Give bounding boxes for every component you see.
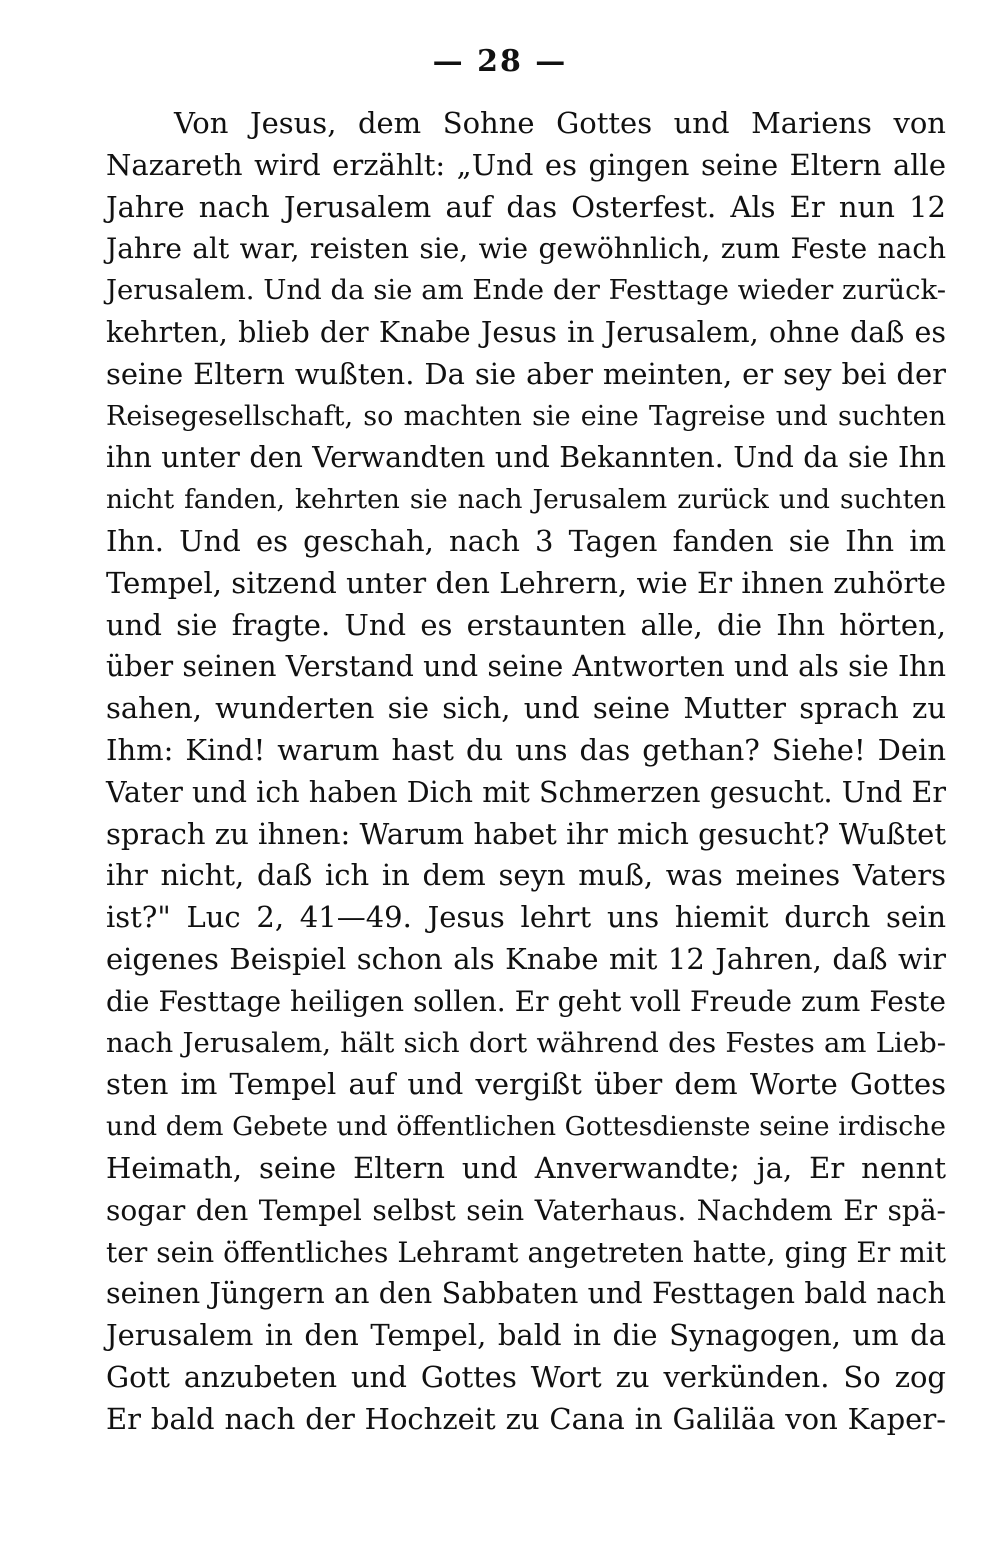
text-line: Er bald nach der Hochzeit zu Cana in Galiläa von Kaper- — [106, 1401, 946, 1436]
text-line: nicht fanden, kehrten sie nach Jerusalem zurück und suchten — [106, 484, 946, 516]
text-line: Jahre nach Jerusalem auf das Osterfest. Als Er nun 12 — [106, 189, 946, 224]
text-line: Reisegesellschaft, so machten sie eine Tagreise und suchten — [106, 400, 946, 432]
text-line: Jahre alt war, reisten sie, wie gewöhnlich, zum Feste nach — [106, 232, 946, 266]
text-line: die Festtage heiligen sollen. Er geht voll Freude zum Feste — [106, 984, 946, 1018]
text-line: Jerusalem in den Tempel, bald in die Synagogen, um da — [106, 1318, 946, 1353]
text-line: kehrten, blieb der Knabe Jesus in Jerusalem, ohne daß es — [106, 315, 946, 349]
text-line: sten im Tempel auf und vergißt über dem Worte Gottes — [106, 1067, 946, 1102]
text-line: Ihn. Und es geschah, nach 3 Tagen fanden sie Ihn im — [106, 523, 946, 558]
text-line: und dem Gebete und öffentlichen Gottesdienste seine irdische — [106, 1111, 946, 1143]
page-number: — 28 — — [432, 44, 568, 79]
text-line: ihn unter den Verwandten und Bekannten. Und da sie Ihn — [106, 441, 946, 475]
text-line: seine Eltern wußten. Da sie aber meinten, er sey bei der — [106, 356, 946, 391]
text-line: Ihm: Kind! warum hast du uns das gethan? Siehe! Dein — [106, 732, 946, 767]
text-line: sogar den Tempel selbst sein Vaterhaus. Nachdem Er spä- — [106, 1193, 946, 1227]
text-line: sprach zu ihnen: Warum habet ihr mich gesucht? Wußtet — [106, 816, 946, 851]
text-line: ist?" Luc 2, 41—49. Jesus lehrt uns hiemit durch sein — [106, 900, 946, 935]
text-line: Heimath, seine Eltern und Anverwandte; ja, Er nennt — [106, 1150, 946, 1185]
text-line: über seinen Verstand und seine Antworten und als sie Ihn — [106, 650, 946, 684]
text-line: nach Jerusalem, hält sich dort während des Festes am Lieb- — [106, 1026, 946, 1059]
text-line: ter sein öffentliches Lehramt angetreten hatte, ging Er mit — [106, 1235, 946, 1269]
text-line: sahen, wunderten sie sich, und seine Mutter sprach zu — [106, 691, 946, 726]
text-line: eigenes Beispiel schon als Knabe mit 12 Jahren, daß wir — [106, 941, 946, 976]
text-line: Tempel, sitzend unter den Lehrern, wie Er ihnen zuhörte — [106, 565, 946, 600]
text-line: ihr nicht, daß ich in dem seyn muß, was meines Vaters — [106, 858, 946, 893]
text-line: Jerusalem. Und da sie am Ende der Festtage wieder zurück- — [106, 274, 946, 307]
body-text — [106, 103, 946, 1441]
text-line: Von Jesus, dem Sohne Gottes und Mariens von — [174, 106, 946, 140]
text-line: seinen Jüngern an den Sabbaten und Festtagen bald nach — [106, 1277, 946, 1311]
text-line: und sie fragte. Und es erstaunten alle, die Ihn hörten, — [106, 607, 946, 642]
text-line: Vater und ich haben Dich mit Schmerzen gesucht. Und Er — [106, 775, 946, 809]
text-line: Gott anzubeten und Gottes Wort zu verkünden. So zog — [106, 1359, 946, 1394]
text-line: Nazareth wird erzählt: „Und es gingen seine Eltern alle — [106, 147, 946, 182]
